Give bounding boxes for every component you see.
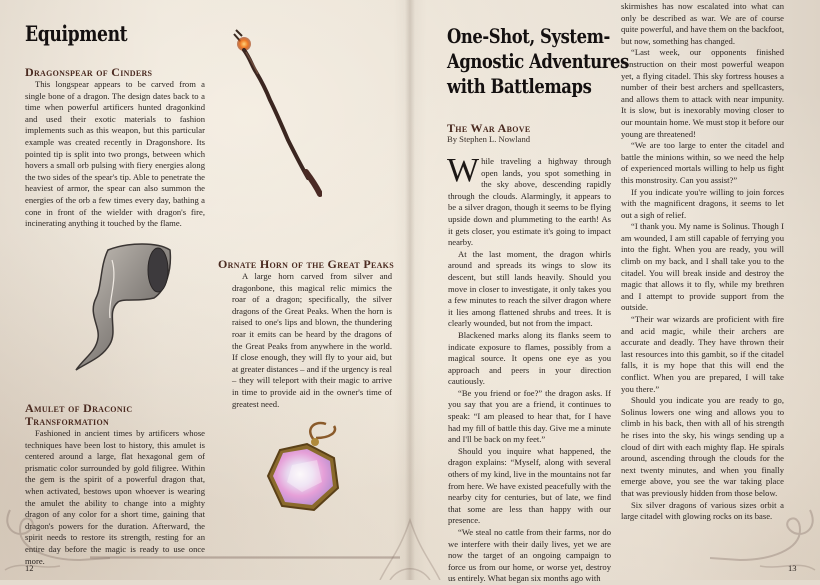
right-page: [410, 0, 820, 584]
item-description: Fashioned in ancient times by artificers whose techniques have been lost to history, this amulet is centered around a large, flat hexagonal gem of prismatic color surrounded by gold filigree. Within the gem is the spirit of a powerful dragon that, when activated, bestows upon whoever is wearing the amulet the ability to change into a mighty dragon of any color for a short time, gaining that dragon's powers for the duration. Afterward, the spirit needs to restore its strength, resting for an entire day before the magic is ready to use once more.: [25, 428, 205, 566]
chapter-title: Equipment: [25, 21, 128, 46]
item-heading: Ornate Horn of the Great Peaks: [218, 257, 394, 271]
page-number: 13: [788, 563, 797, 573]
byline: By Stephen L. Nowland: [447, 134, 531, 144]
silver-horn-illustration: [58, 240, 178, 380]
item-heading: Amulet of Draconic Transformation: [25, 401, 133, 428]
dragonspear-illustration: [222, 22, 322, 262]
book-title: One-Shot, System- Agnostic Adventures with Battlemaps: [447, 24, 629, 98]
gutter-flourish-icon: [370, 510, 450, 580]
prismatic-amulet-illustration: [252, 420, 362, 530]
text-column-2: skirmishes has now escalated into what can only be described as war. We are of course quite powerful, and have them on the backfoot, but now, something has changed. “Last week, our opponents finished construction on their most powerful weapon yet, a flying citadel. This sky fortress houses a number of their best archers and spellcasters, and allows them to attack with near impunity. It is slow, but is inexorably moving closer to our mountain home. We must stop it before our young are threatened! “We are too large to enter the citadel and battle the minions within, so we need the help of experienced mortals willing to help us fight this monstrosity. Can you assist?” If you indicate you're willing to join forces with the magnificent dragons, it seems to let out a sigh of relief. “I thank you. My name is Solinus. Though I am wounded, I am still capable of ferrying you into the fight. When you are ready, you will climb on my back, and I shall take you to the citadel. You will break inside and destroy the magic that allows it to fly, while my brethren and I attempt to provide support from the outside. “Their war wizards are proficient with fire and acid magic, while their archers are accurate and deadly. They have thrown their last resources into this gambit, so if the citadel falls, it is my hope that this will end the conflict. When you are prepared, I will take you there.” Should you indicate you are ready to go, Solinus lowers one wing and allows you to climb in his back, then with all of his strength he rises into the sky, his wings sending up a cloud of dirt with each mighty flap. He spirals around, ascending through the clouds for the next twenty minutes, and when you finally emerge above, you see the war taking place that was previously hidden from those below. Six silver dragons of various sizes orbit a large citadel with glowing rocks on its base.: [621, 1, 784, 522]
corner-flourish-icon: [0, 500, 110, 580]
footer-rule: [90, 556, 400, 559]
item-description: A large horn carved from silver and dragonbone, this magical relic mimics the roar of a dragon; specifically, the silver dragons of the Great Peaks. When the horn is raised to one's lips and blown, the thundering roar it emits can be heard by the dragons of the Great Peaks from anywhere in the world. If close enough, they will fly to your aid, but at greater distances – and if the urgency is real – they will teleport with their magic to arrive in time to provide aid in the owner's time of greatest need.: [232, 271, 392, 409]
adventure-title: The War Above: [447, 121, 531, 135]
page-number: 12: [25, 563, 34, 573]
left-page: [0, 0, 410, 580]
drop-cap: W: [447, 152, 480, 189]
item-ornate-horn: [218, 257, 394, 410]
item-description: This longspear appears to be carved from a single bone of a dragon. The design dates back to a time when powerful artificers hunted dragonkind and used their exotic materials to fashion implements such as this weapon, but this particular example was created recently in Dragonshore. Its pointed tip is split into two prongs, between which hovers a small orb pulsing with fiery energies along the two sides of the spear's tip. Able to penetrate the heaviest of armor, the spear can also summon the energies of the orb a few times every day, bathing a cone in front of the wielder with dragon's fire, incinerating anything it touched by the flame.: [25, 79, 205, 229]
opening-paragraph: While traveling a highway through open lands, you spot something in the sky above, descending rapidly through the clouds. Alarmingly, it appears to be a silver dragon, though it seems to be flying upside down and plummeting to the earth! As it gets closer, you estimate it's going to impact nearby.: [447, 152, 611, 248]
corner-flourish-icon: [710, 500, 820, 580]
item-heading: Dragonspear of Cinders: [25, 65, 153, 79]
item-dragonspear: [25, 66, 205, 230]
text-column-1: While traveling a highway through open lands, you spot something in the sky above, descending rapidly through the clouds. Alarmingly, it appears to be a silver dragon, though it seems to be flying upside down and plummeting to the earth! As it gets closer, you estimate it's going to impact nearby. At the last moment, the dragon whirls around and spreads its wings to slow its descent, but still lands heavily. Should you move in closer to investigate, it only takes you a few minutes to reach the silver dragon where it lies among flattened shrubs and trees. It is clearly wounded, but not from the impact. Blackened marks along its flanks seem to indicate exposure to flames, possibly from a magical source. It opens one eye as you approach and peers in your direction cautiously. “Be you friend or foe?” the dragon asks. If you say that you are a friend, it continues to speak: “I am pleased to hear that, for I have had my fill of battle this day. Give me a minute and I'll be back on my feet.” Should you inquire what happened, the dragon explains: “Myself, along with several others of my kind, live in the mountains not far from here. We have existed peacefully with the nearby city for centuries, but of late, we find that some are less than happy with our presence. “We steal no cattle from their farms, nor do we interfere with their daily lives, yet we are now the target of an ongoing campaign to force us from our home, or worse yet, destroy us entirely. What began six months ago with: [447, 152, 611, 584]
